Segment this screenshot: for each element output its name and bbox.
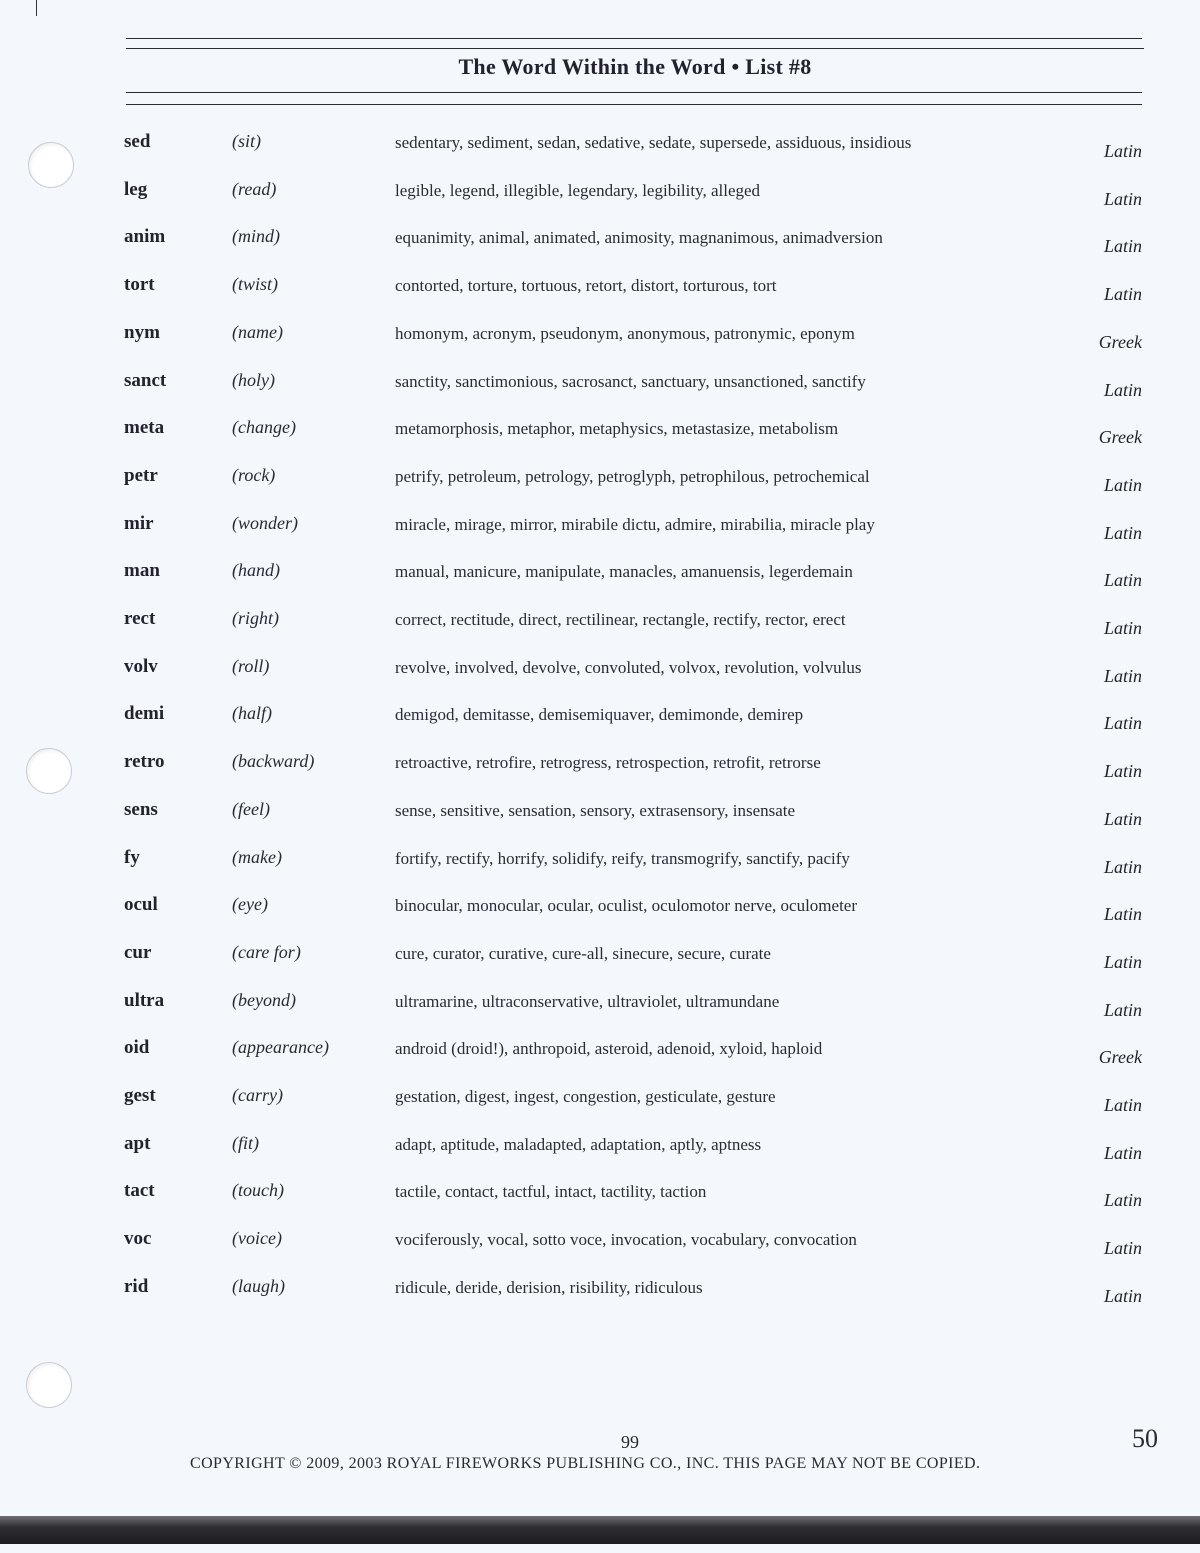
example-words: retroactive, retrofire, retrogress, retrospection, retrofit, retrorse xyxy=(395,753,821,773)
word-origin: Greek xyxy=(1098,427,1142,448)
word-origin: Greek xyxy=(1098,331,1142,352)
list-item xyxy=(0,465,1200,495)
word-origin: Latin xyxy=(1103,284,1142,305)
example-words: homonym, acronym, pseudonym, anonymous, patronymic, eponym xyxy=(395,323,855,343)
root-meaning: (voice) xyxy=(232,1228,282,1249)
root-meaning: (name) xyxy=(232,321,283,342)
page-number: 99 xyxy=(621,1432,639,1452)
word-root: nym xyxy=(124,321,160,343)
list-item xyxy=(0,942,1200,972)
word-origin: Latin xyxy=(1103,761,1142,782)
list-item xyxy=(0,417,1200,447)
header-rule-bottom xyxy=(126,104,1142,105)
example-words: vociferously, vocal, sotto voce, invocation, vocabulary, convocation xyxy=(395,1230,857,1250)
word-origin: Latin xyxy=(1103,1095,1142,1115)
word-origin: Latin xyxy=(1103,856,1142,877)
word-origin: Latin xyxy=(1103,188,1142,209)
example-words: binocular, monocular, ocular, oculist, oculomotor nerve, oculometer xyxy=(395,896,858,916)
root-meaning: (roll) xyxy=(232,655,270,676)
list-item xyxy=(0,131,1200,161)
word-root: gest xyxy=(124,1085,156,1106)
list-item xyxy=(0,560,1200,590)
word-root: oid xyxy=(124,1037,150,1059)
word-origin: Latin xyxy=(1103,474,1142,495)
word-root: volv xyxy=(124,655,158,677)
root-meaning: (mind) xyxy=(232,226,280,247)
list-item xyxy=(0,847,1200,877)
list-item xyxy=(0,370,1200,400)
word-origin: Latin xyxy=(1103,665,1142,686)
root-meaning: (touch) xyxy=(232,1180,284,1201)
example-words: sense, sensitive, sensation, sensory, extrasensory, insensate xyxy=(395,800,796,820)
word-origin: Latin xyxy=(1103,904,1142,925)
root-meaning: (eye) xyxy=(232,894,268,915)
root-meaning: (change) xyxy=(232,417,296,438)
list-item xyxy=(0,1276,1200,1306)
scan-mark xyxy=(36,0,37,16)
word-origin: Latin xyxy=(1103,999,1142,1020)
word-origin: Latin xyxy=(1103,570,1142,591)
root-meaning: (read) xyxy=(232,178,277,199)
list-item xyxy=(0,1037,1200,1067)
word-origin: Latin xyxy=(1103,379,1142,400)
example-words: gestation, digest, ingest, congestion, gesticulate, gesture xyxy=(395,1087,776,1106)
example-words: manual, manicure, manipulate, manacles, amanuensis, legerdemain xyxy=(395,562,853,582)
example-words: contorted, torture, tortuous, retort, distort, torturous, tort xyxy=(395,276,777,296)
list-item xyxy=(0,751,1200,781)
root-meaning: (wonder) xyxy=(232,512,298,533)
list-item xyxy=(0,656,1200,686)
word-root: sens xyxy=(124,798,158,820)
example-words: legible, legend, illegible, legendary, legibility, alleged xyxy=(395,180,761,200)
root-meaning: (feel) xyxy=(232,798,270,819)
word-origin: Latin xyxy=(1103,141,1142,161)
word-origin: Latin xyxy=(1103,236,1142,257)
word-root: man xyxy=(124,560,160,582)
list-item xyxy=(0,274,1200,304)
word-root: fy xyxy=(124,846,140,868)
header-rule-top-inner xyxy=(126,48,1144,49)
list-item xyxy=(0,799,1200,829)
root-meaning: (twist) xyxy=(232,274,279,295)
copyright-notice: COPYRIGHT © 2009, 2003 ROYAL FIREWORKS PUBLISHING CO., INC. THIS PAGE MAY NOT BE COPIED. xyxy=(190,1455,981,1472)
example-words: equanimity, animal, animated, animosity, magnanimous, animadversion xyxy=(395,228,883,248)
list-item xyxy=(0,513,1200,543)
example-words: adapt, aptitude, maladapted, adaptation, aptly, aptness xyxy=(395,1134,762,1154)
example-words: ridicule, deride, derision, risibility, ridiculous xyxy=(395,1277,703,1297)
list-item xyxy=(0,1133,1200,1163)
word-origin: Latin xyxy=(1103,1238,1142,1259)
word-origin: Latin xyxy=(1103,1190,1142,1211)
list-item xyxy=(0,703,1200,733)
example-words: sanctity, sanctimonious, sacrosanct, sanctuary, unsanctioned, sanctify xyxy=(395,371,866,391)
word-root: sanct xyxy=(124,369,167,391)
word-root: meta xyxy=(124,417,165,439)
example-words: fortify, rectify, horrify, solidify, reify, transmogrify, sanctify, pacify xyxy=(395,848,850,868)
root-meaning: (beyond) xyxy=(232,989,296,1010)
word-root: demi xyxy=(124,703,165,725)
root-meaning: (care for) xyxy=(232,941,301,962)
root-meaning: (half) xyxy=(232,703,272,724)
root-meaning: (laugh) xyxy=(232,1275,285,1296)
word-root: sed xyxy=(124,131,151,152)
list-item xyxy=(0,990,1200,1020)
header-rule-top xyxy=(126,38,1142,39)
word-root: cur xyxy=(124,941,152,963)
word-root: anim xyxy=(124,226,166,248)
word-root: ocul xyxy=(124,894,158,916)
example-words: metamorphosis, metaphor, metaphysics, metastasize, metabolism xyxy=(395,419,839,439)
root-meaning: (make) xyxy=(232,846,282,867)
word-root: tact xyxy=(124,1180,155,1202)
binder-hole-bottom xyxy=(26,1362,72,1408)
root-meaning: (holy) xyxy=(232,369,275,390)
list-item xyxy=(0,179,1200,209)
example-words: android (droid!), anthropoid, asteroid, adenoid, xyloid, haploid xyxy=(395,1039,823,1059)
word-root: voc xyxy=(124,1228,152,1250)
list-item xyxy=(0,322,1200,352)
example-words: cure, curator, curative, cure-all, sinecure, secure, curate xyxy=(395,943,771,963)
word-root: leg xyxy=(124,178,148,200)
root-meaning: (fit) xyxy=(232,1132,259,1153)
list-item xyxy=(0,1180,1200,1210)
example-words: sedentary, sediment, sedan, sedative, sedate, supersede, assiduous, insidious xyxy=(395,133,912,152)
word-root: rect xyxy=(124,608,156,629)
example-words: ultramarine, ultraconservative, ultraviolet, ultramundane xyxy=(395,991,780,1011)
root-meaning: (rock) xyxy=(232,464,276,485)
word-root: petr xyxy=(124,464,158,486)
word-origin: Greek xyxy=(1098,1047,1142,1068)
list-item xyxy=(0,226,1200,256)
list-item xyxy=(0,1085,1200,1115)
example-words: demigod, demitasse, demisemiquaver, demimonde, demirep xyxy=(395,705,804,725)
example-words: miracle, mirage, mirror, mirabile dictu, admire, mirabilia, miracle play xyxy=(395,514,875,534)
list-item xyxy=(0,1228,1200,1258)
word-origin: Latin xyxy=(1103,1142,1142,1163)
header-rule-bottom-inner xyxy=(126,92,1142,93)
root-meaning: (backward) xyxy=(232,751,315,772)
word-origin: Latin xyxy=(1103,522,1142,543)
scan-edge-band xyxy=(0,1516,1200,1544)
root-meaning: (right) xyxy=(232,608,279,628)
root-meaning: (sit) xyxy=(232,131,261,151)
word-root: apt xyxy=(124,1132,151,1154)
list-item xyxy=(0,608,1200,638)
example-words: correct, rectitude, direct, rectilinear, rectangle, rectify, rector, erect xyxy=(395,610,846,629)
word-origin: Latin xyxy=(1103,808,1142,829)
example-words: petrify, petroleum, petrology, petroglyph, petrophilous, petrochemical xyxy=(395,466,870,486)
word-root: ultra xyxy=(124,989,165,1011)
page-title: The Word Within the Word • List #8 xyxy=(458,54,812,79)
word-origin: Latin xyxy=(1103,951,1142,972)
word-root: rid xyxy=(124,1275,149,1297)
word-root: mir xyxy=(124,512,154,534)
word-root: retro xyxy=(124,751,165,773)
root-meaning: (carry) xyxy=(232,1085,283,1105)
corner-page-number: 50 xyxy=(1132,1424,1158,1453)
example-words: tactile, contact, tactful, intact, tactility, taction xyxy=(395,1182,707,1202)
example-words: revolve, involved, devolve, convoluted, volvox, revolution, volvulus xyxy=(395,657,862,677)
word-root: tort xyxy=(124,274,155,296)
word-origin: Latin xyxy=(1103,618,1142,638)
word-origin: Latin xyxy=(1103,1285,1142,1306)
root-meaning: (hand) xyxy=(232,560,280,581)
list-item xyxy=(0,894,1200,924)
word-origin: Latin xyxy=(1103,713,1142,734)
root-meaning: (appearance) xyxy=(232,1037,329,1058)
